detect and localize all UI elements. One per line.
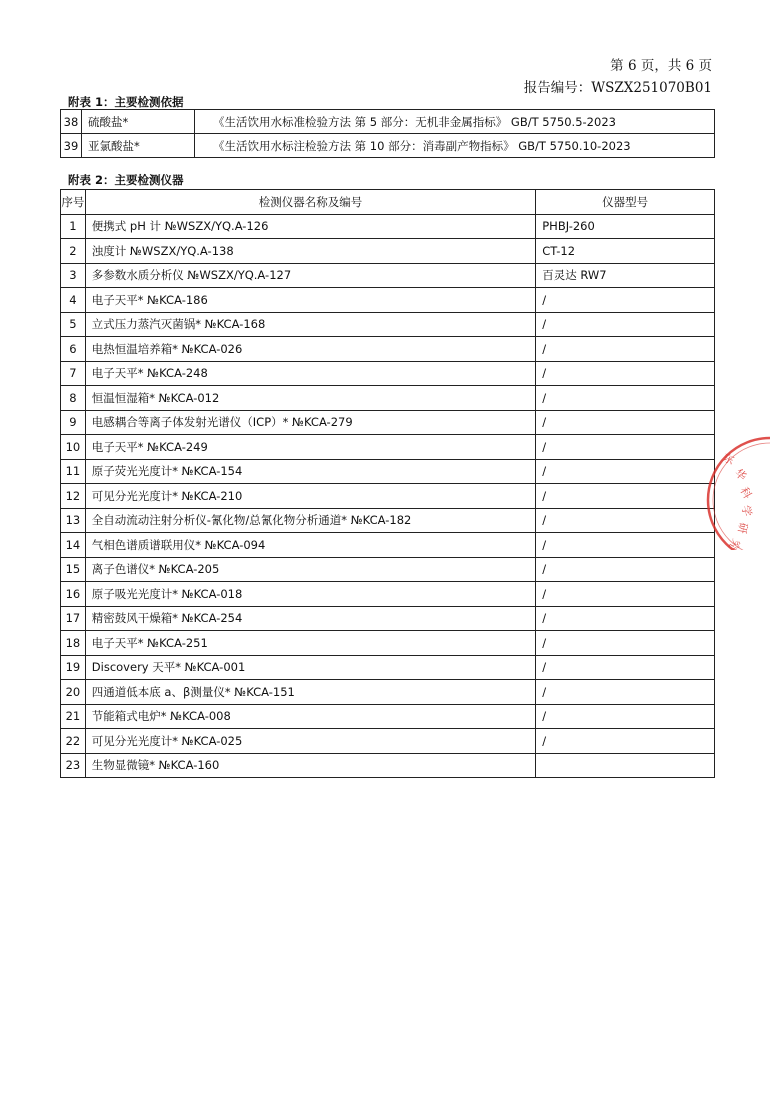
- table-row: [61, 386, 715, 411]
- row-instrument: 便携式 pH 计 №WSZX/YQ.A-126: [85, 214, 535, 239]
- row-no: 7: [61, 361, 86, 386]
- row-no: 3: [61, 263, 86, 288]
- row-no: 22: [61, 729, 86, 754]
- row-instrument: 四通道低本底 a、β测量仪* №KCA-151: [85, 680, 535, 705]
- row-instrument: 电子天平* №KCA-249: [85, 435, 535, 460]
- row-instrument: 节能箱式电炉* №KCA-008: [85, 704, 535, 729]
- row-model: /: [536, 386, 715, 411]
- table-row: [61, 557, 715, 582]
- row-no: 10: [61, 435, 86, 460]
- row-model: /: [536, 655, 715, 680]
- table-row: [61, 606, 715, 631]
- row-model: /: [536, 508, 715, 533]
- table-row: [61, 134, 715, 158]
- row-instrument: 原子荧光光度计* №KCA-154: [85, 459, 535, 484]
- row-no: 18: [61, 631, 86, 656]
- row-no: 9: [61, 410, 86, 435]
- row-model: /: [536, 484, 715, 509]
- svg-text:研: 研: [735, 521, 750, 535]
- page-number: 第 6 页，共 6 页: [610, 58, 712, 74]
- seal-stamp: [700, 430, 770, 553]
- row-no: 6: [61, 337, 86, 362]
- row-item: 硫酸盐*: [82, 110, 195, 134]
- row-model: /: [536, 312, 715, 337]
- row-model: /: [536, 435, 715, 460]
- row-instrument: 气相色谱质谱联用仪* №KCA-094: [85, 533, 535, 558]
- header-model: 仪器型号: [536, 190, 715, 215]
- table-row: [61, 410, 715, 435]
- appendix2-table: [60, 189, 715, 778]
- row-no: 21: [61, 704, 86, 729]
- row-no: 1: [61, 214, 86, 239]
- row-no: 16: [61, 582, 86, 607]
- appendix1-title: 附表 1：主要检测依据: [68, 95, 184, 109]
- row-model: /: [536, 361, 715, 386]
- svg-text:科: 科: [737, 485, 755, 502]
- row-instrument: 浊度计 №WSZX/YQ.A-138: [85, 239, 535, 264]
- report-number: 报告编号：WSZX251070B01: [523, 80, 712, 96]
- row-model: 百灵达 RW7: [536, 263, 715, 288]
- row-model: CT-12: [536, 239, 715, 264]
- table-row: [61, 110, 715, 134]
- table-row: [61, 459, 715, 484]
- row-no: 19: [61, 655, 86, 680]
- table-row: [61, 214, 715, 239]
- row-model: /: [536, 582, 715, 607]
- row-no: 20: [61, 680, 86, 705]
- row-no: 14: [61, 533, 86, 558]
- table-row: [61, 582, 715, 607]
- table-row: [61, 753, 715, 778]
- row-no: 11: [61, 459, 86, 484]
- row-instrument: 原子吸光光度计* №KCA-018: [85, 582, 535, 607]
- header-name: 检测仪器名称及编号: [85, 190, 535, 215]
- row-instrument: 全自动流动注射分析仪-氰化物/总氰化物分析通道* №KCA-182: [85, 508, 535, 533]
- row-method: 《生活饮用水标准检验方法 第 5 部分：无机非金属指标》 GB/T 5750.5-2023: [195, 110, 715, 134]
- table-row: [61, 484, 715, 509]
- table-row: [61, 263, 715, 288]
- table-row: [61, 704, 715, 729]
- row-instrument: 立式压力蒸汽灭菌锅* №KCA-168: [85, 312, 535, 337]
- row-no: 17: [61, 606, 86, 631]
- row-instrument: 离子色谱仪* №KCA-205: [85, 557, 535, 582]
- row-no: 13: [61, 508, 86, 533]
- row-item: 亚氯酸盐*: [82, 134, 195, 158]
- row-model: PHBJ-260: [536, 214, 715, 239]
- row-model: /: [536, 729, 715, 754]
- row-no: 23: [61, 753, 86, 778]
- row-model: /: [536, 557, 715, 582]
- row-model: /: [536, 606, 715, 631]
- row-no: 39: [61, 134, 82, 158]
- svg-text:究: 究: [725, 536, 743, 553]
- table-row: [61, 312, 715, 337]
- row-model: [536, 753, 715, 778]
- row-instrument: 电热恒温培养箱* №KCA-026: [85, 337, 535, 362]
- table-row: [61, 680, 715, 705]
- svg-text:学: 学: [739, 504, 754, 518]
- row-no: 2: [61, 239, 86, 264]
- row-no: 8: [61, 386, 86, 411]
- table-row: [61, 508, 715, 533]
- row-no: 38: [61, 110, 82, 134]
- row-no: 15: [61, 557, 86, 582]
- row-model: /: [536, 410, 715, 435]
- row-model: /: [536, 631, 715, 656]
- row-model: /: [536, 459, 715, 484]
- row-instrument: 电子天平* №KCA-186: [85, 288, 535, 313]
- row-model: /: [536, 680, 715, 705]
- table-row: [61, 435, 715, 460]
- table-row: [61, 631, 715, 656]
- row-model: /: [536, 337, 715, 362]
- table-row: [61, 337, 715, 362]
- row-instrument: 可见分光光度计* №KCA-210: [85, 484, 535, 509]
- table-row: [61, 655, 715, 680]
- row-method: 《生活饮用水标注检验方法 第 10 部分：消毒副产物指标》 GB/T 5750.10-2023: [195, 134, 715, 158]
- row-instrument: 电子天平* №KCA-251: [85, 631, 535, 656]
- row-instrument: 精密鼓风干燥箱* №KCA-254: [85, 606, 535, 631]
- header-no: 序号: [61, 190, 86, 215]
- row-no: 4: [61, 288, 86, 313]
- row-no: 5: [61, 312, 86, 337]
- row-instrument: 多参数水质分析仪 №WSZX/YQ.A-127: [85, 263, 535, 288]
- appendix1-table: [60, 109, 715, 158]
- row-model: /: [536, 533, 715, 558]
- table-row: [61, 239, 715, 264]
- row-instrument: 可见分光光度计* №KCA-025: [85, 729, 535, 754]
- row-model: /: [536, 288, 715, 313]
- table-row: [61, 729, 715, 754]
- row-instrument: 电子天平* №KCA-248: [85, 361, 535, 386]
- appendix2-title: 附表 2：主要检测仪器: [68, 173, 184, 187]
- row-no: 12: [61, 484, 86, 509]
- row-model: /: [536, 704, 715, 729]
- table-row: [61, 361, 715, 386]
- table-row: [61, 533, 715, 558]
- row-instrument: 恒温恒湿箱* №KCA-012: [85, 386, 535, 411]
- table-row: [61, 288, 715, 313]
- svg-text:华: 华: [732, 466, 749, 484]
- row-instrument: Discovery 天平* №KCA-001: [85, 655, 535, 680]
- row-instrument: 电感耦合等离子体发射光谱仪（ICP）* №KCA-279: [85, 410, 535, 435]
- svg-text:东: 东: [720, 450, 737, 468]
- row-instrument: 生物显微镜* №KCA-160: [85, 753, 535, 778]
- table-header-row: [61, 190, 715, 215]
